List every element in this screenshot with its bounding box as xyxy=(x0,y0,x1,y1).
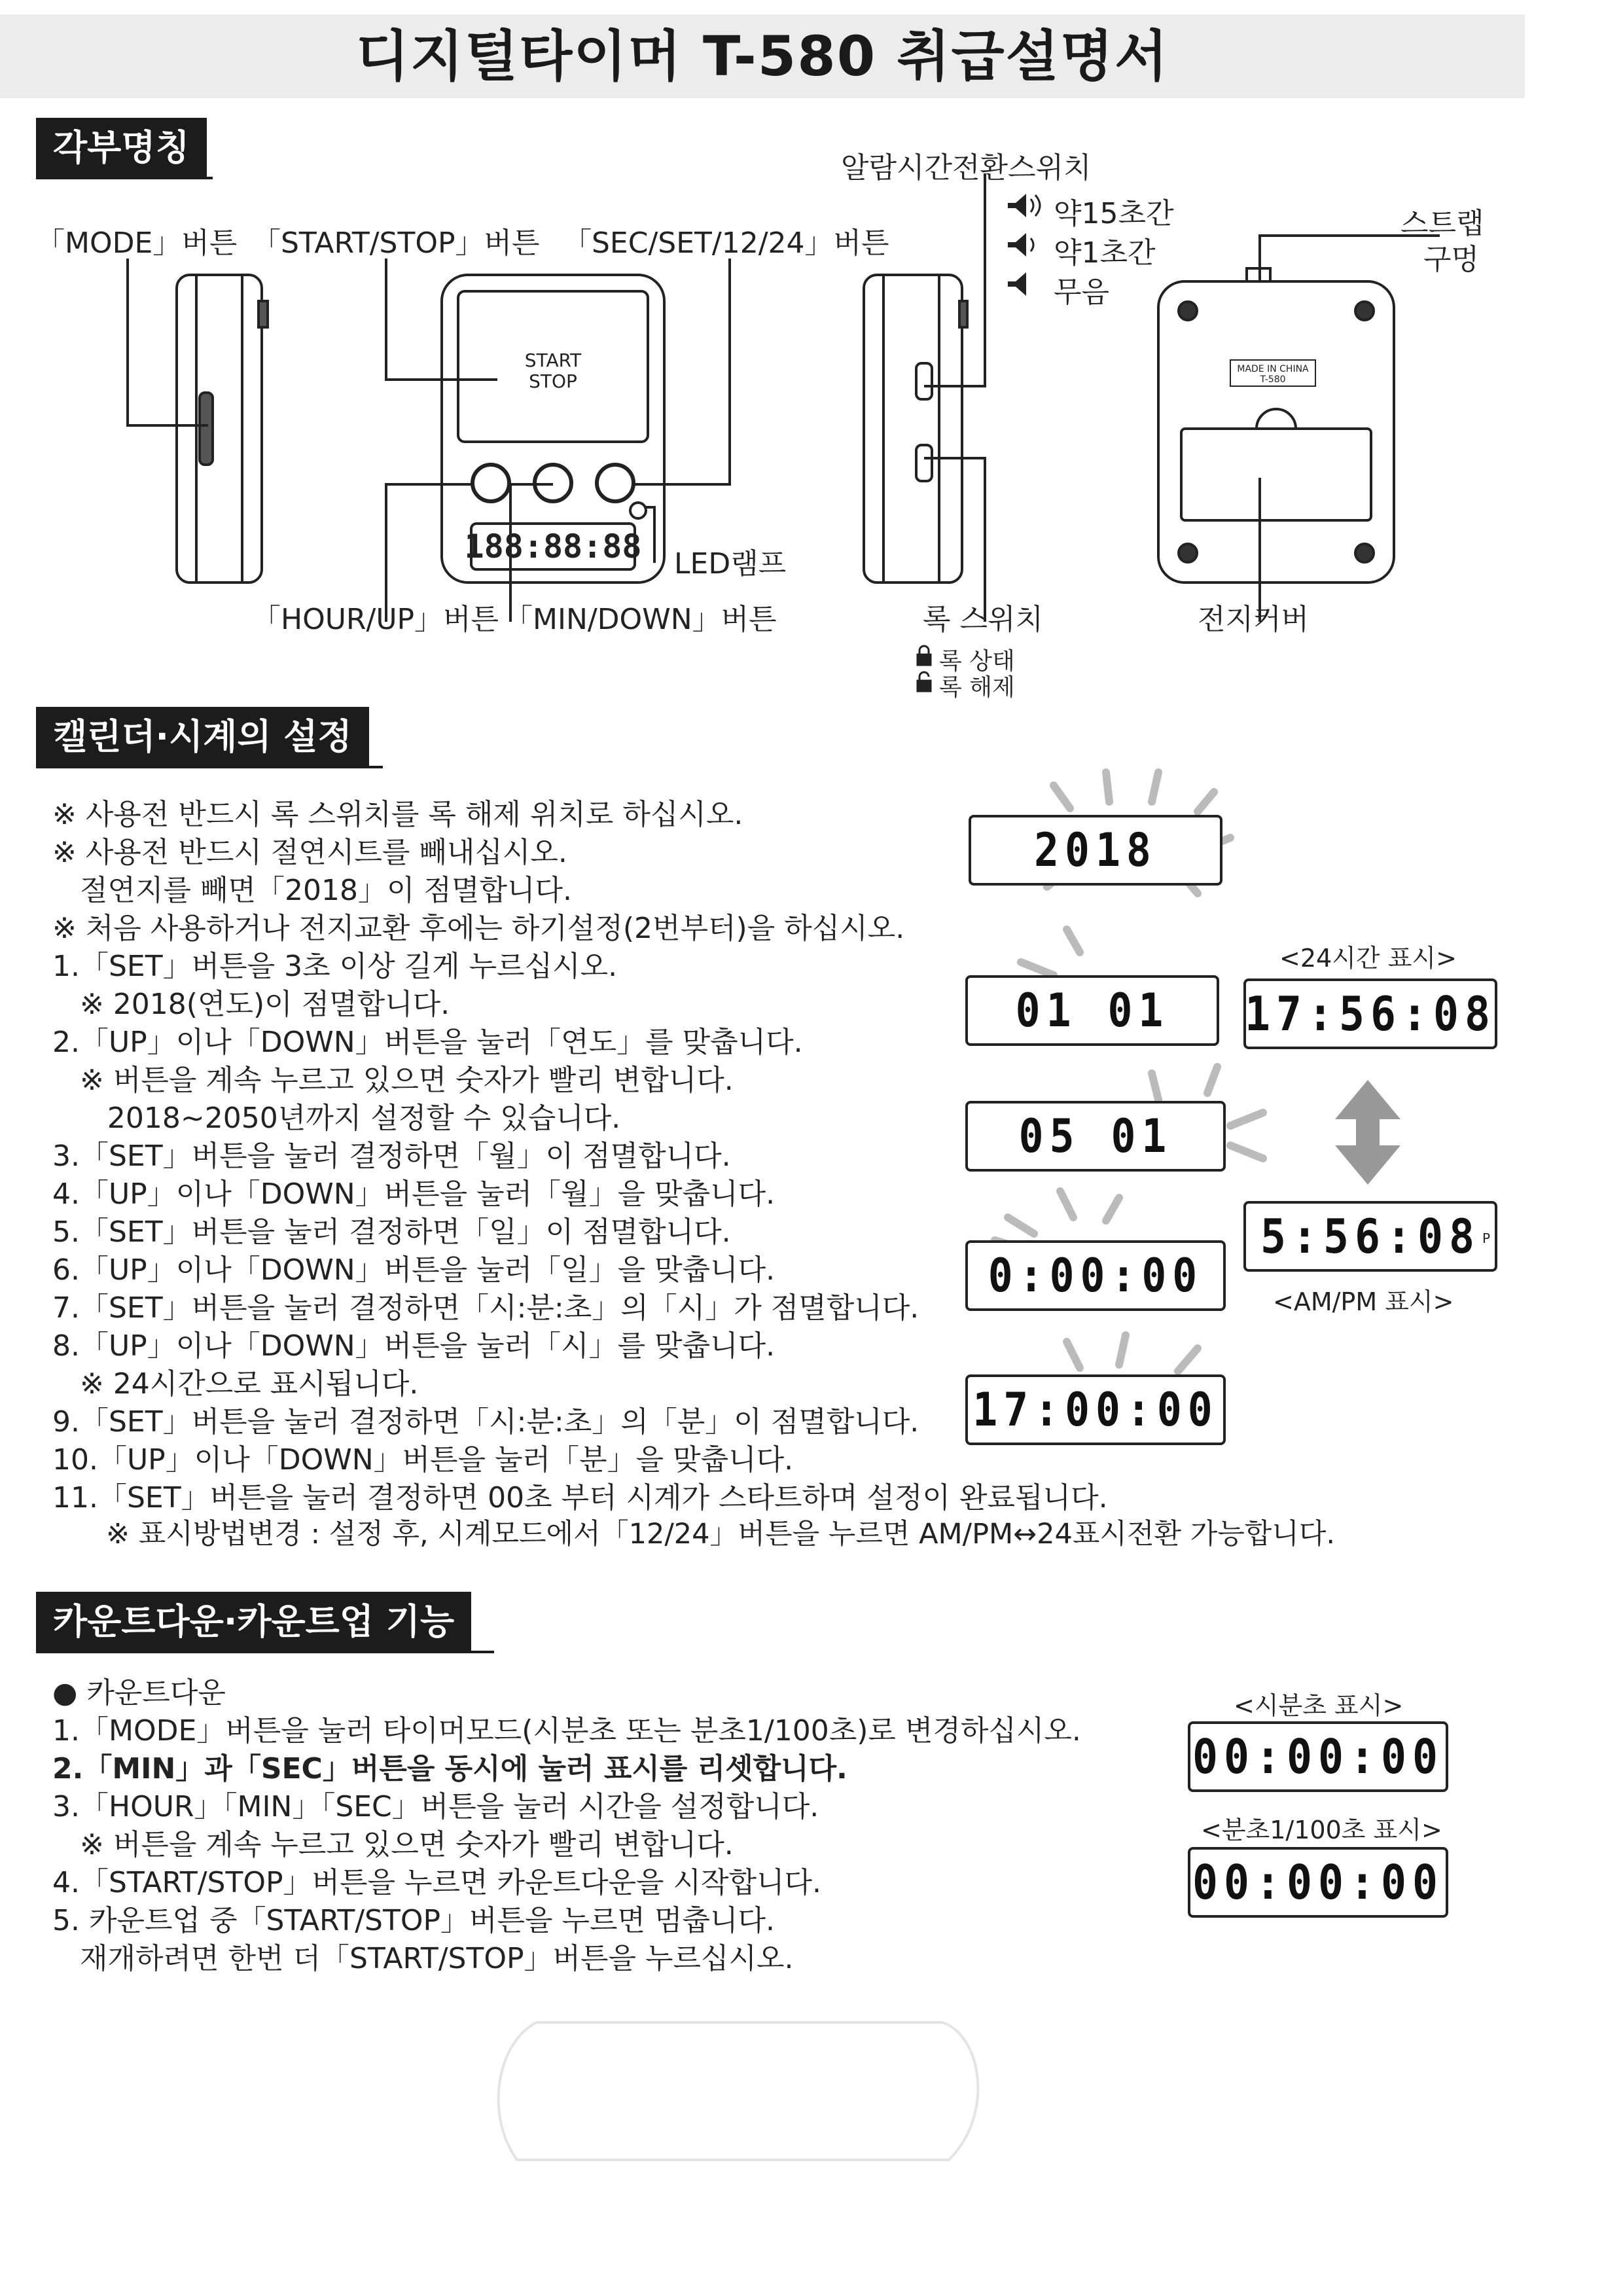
calendar-line: 1.「SET」버튼을 3초 이상 길게 누르십시오. xyxy=(52,950,618,983)
made-in-label: MADE IN CHINA xyxy=(1237,364,1309,374)
countdown-line: 재개하려면 한번 더「START/STOP」버튼을 누르십시오. xyxy=(52,1942,794,1975)
countdown-line: ※ 버튼을 계속 누르고 있으면 숫자가 빨리 변합니다. xyxy=(52,1828,734,1861)
lock-switch-label: 록 스위치 xyxy=(923,603,1044,636)
caption-24h: <24시간 표시> xyxy=(1279,944,1457,973)
alarm-option-mute: 무음 xyxy=(1054,276,1110,309)
lcd-year-text: 2018 xyxy=(1034,823,1157,877)
battery-cover-label: 전지커버 xyxy=(1198,603,1310,636)
calendar-line: 7.「SET」버튼을 눌러 결정하면「시:분:초」의「시」가 점멸합니다. xyxy=(52,1291,919,1325)
calendar-line: ※ 사용전 반드시 록 스위치를 록 해제 위치로 하십시오. xyxy=(52,798,743,831)
lock-state-label: 록 상태 xyxy=(939,648,1015,675)
led-lamp-label: LED램프 xyxy=(674,547,787,581)
countdown-line: 2.「MIN」과「SEC」버튼을 동시에 눌러 표시를 리셋합니다. xyxy=(52,1752,847,1785)
countdown-line: 3.「HOUR」「MIN」「SEC」버튼을 눌러 시간을 설정합니다. xyxy=(52,1790,819,1823)
calendar-line: ※ 처음 사용하거나 전지교환 후에는 하기설정(2번부터)을 하십시오. xyxy=(52,912,905,945)
countdown-line: 1.「MODE」버튼을 눌러 타이머모드(시분초 또는 분초1/100초)로 변경하십시오. xyxy=(52,1714,1081,1748)
calendar-line: 2018~2050년까지 설정할 수 있습니다. xyxy=(52,1102,621,1135)
page-title: 디지털타이머 T-580 취급설명서 xyxy=(355,24,1169,88)
strap-hole-label-2: 구멍 xyxy=(1423,243,1480,276)
caption-hms: <시분초 표시> xyxy=(1234,1691,1404,1720)
calendar-line: ※ 24시간으로 표시됩니다. xyxy=(52,1367,419,1401)
lcd-clock-24h-text: 17:56:08 xyxy=(1244,986,1497,1041)
strap-hole-label-1: 스트랩 xyxy=(1400,207,1484,240)
pm-indicator: P xyxy=(1482,1230,1491,1246)
caption-ms: <분초1/100초 표시> xyxy=(1201,1816,1442,1844)
lcd-date-1-text: 01 01 xyxy=(1015,984,1169,1037)
section-header-parts: 각부명칭 xyxy=(36,118,207,178)
calendar-line: 9.「SET」버튼을 눌러 결정하면「시:분:초」의「분」이 점멸합니다. xyxy=(52,1405,919,1439)
unlock-state-label: 록 해제 xyxy=(939,674,1015,701)
lcd-time-1-text: 0:00:00 xyxy=(988,1249,1204,1302)
model-label: T-580 xyxy=(1260,374,1286,385)
calendar-line: ※ 표시방법변경 : 설정 후, 시계모드에서「12/24」버튼을 누르면 AM/PM↔24표시전환 가능합니다. xyxy=(52,1518,1336,1551)
calendar-line: 5.「SET」버튼을 눌러 결정하면「일」이 점멸합니다. xyxy=(52,1215,731,1249)
device-stop-text: STOP xyxy=(529,370,577,392)
alarm-option-15s: 약15초간 xyxy=(1054,197,1174,230)
lcd-hms-text: 00:00:00 xyxy=(1192,1729,1444,1784)
hour-up-button-label: 「HOUR/UP」버튼 xyxy=(252,603,499,636)
countdown-line: ● 카운트다운 xyxy=(52,1676,226,1710)
calendar-line: 10.「UP」이나「DOWN」버튼을 눌러「분」을 맞춥니다. xyxy=(52,1443,794,1477)
calendar-line: 절연지를 빼면「2018」이 점멸합니다. xyxy=(52,874,572,907)
lcd-time-2-text: 17:00:00 xyxy=(972,1383,1219,1437)
min-down-button-label: 「MIN/DOWN」버튼 xyxy=(504,603,777,636)
calendar-line: 4.「UP」이나「DOWN」버튼을 눌러「월」을 맞춥니다. xyxy=(52,1177,776,1211)
calendar-line: ※ 사용전 반드시 절연시트를 빼내십시오. xyxy=(52,836,567,869)
start-stop-button-label: 「START/STOP」버튼 xyxy=(252,226,540,260)
calendar-line: 2.「UP」이나「DOWN」버튼을 눌러「연도」를 맞춥니다. xyxy=(52,1026,803,1059)
lcd-date-2-text: 05 01 xyxy=(1018,1109,1173,1163)
calendar-line: ※ 버튼을 계속 누르고 있으면 숫자가 빨리 변합니다. xyxy=(52,1064,734,1097)
caption-ampm: <AM/PM 표시> xyxy=(1273,1287,1454,1316)
calendar-line: 3.「SET」버튼을 눌러 결정하면「월」이 점멸합니다. xyxy=(52,1139,731,1173)
countdown-line: 5. 카운트업 중「START/STOP」버튼을 누르면 멈춥니다. xyxy=(52,1904,776,1937)
alarm-option-1s: 약1초간 xyxy=(1054,236,1156,270)
sec-set-button-label: 「SEC/SET/12/24」버튼 xyxy=(563,226,889,260)
section-header-calendar: 캘린더·시계의 설정 xyxy=(36,707,369,767)
calendar-line: ※ 2018(연도)이 점멸합니다. xyxy=(52,988,450,1021)
alarm-switch-label: 알람시간전환스위치 xyxy=(841,151,1092,185)
calendar-line: 8.「UP」이나「DOWN」버튼을 눌러「시」를 맞춥니다. xyxy=(52,1329,776,1363)
mode-button-label: 「MODE」버튼 xyxy=(36,226,238,260)
device-lcd-text: 188:88:88 xyxy=(464,528,642,565)
device-start-text: START xyxy=(524,350,582,371)
calendar-line: 11.「SET」버튼을 눌러 결정하면 00초 부터 시계가 스타트하며 설정이 완료됩니다. xyxy=(52,1481,1108,1515)
countdown-line: 4.「START/STOP」버튼을 누르면 카운트다운을 시작합니다. xyxy=(52,1866,822,1899)
lcd-clock-ampm-text: 5:56:08 xyxy=(1260,1209,1481,1264)
calendar-line: 6.「UP」이나「DOWN」버튼을 눌러「일」을 맞춥니다. xyxy=(52,1253,776,1287)
lcd-ms-text: 00:00:00 xyxy=(1192,1855,1444,1910)
section-header-countdown: 카운트다운·카운트업 기능 xyxy=(36,1592,471,1652)
